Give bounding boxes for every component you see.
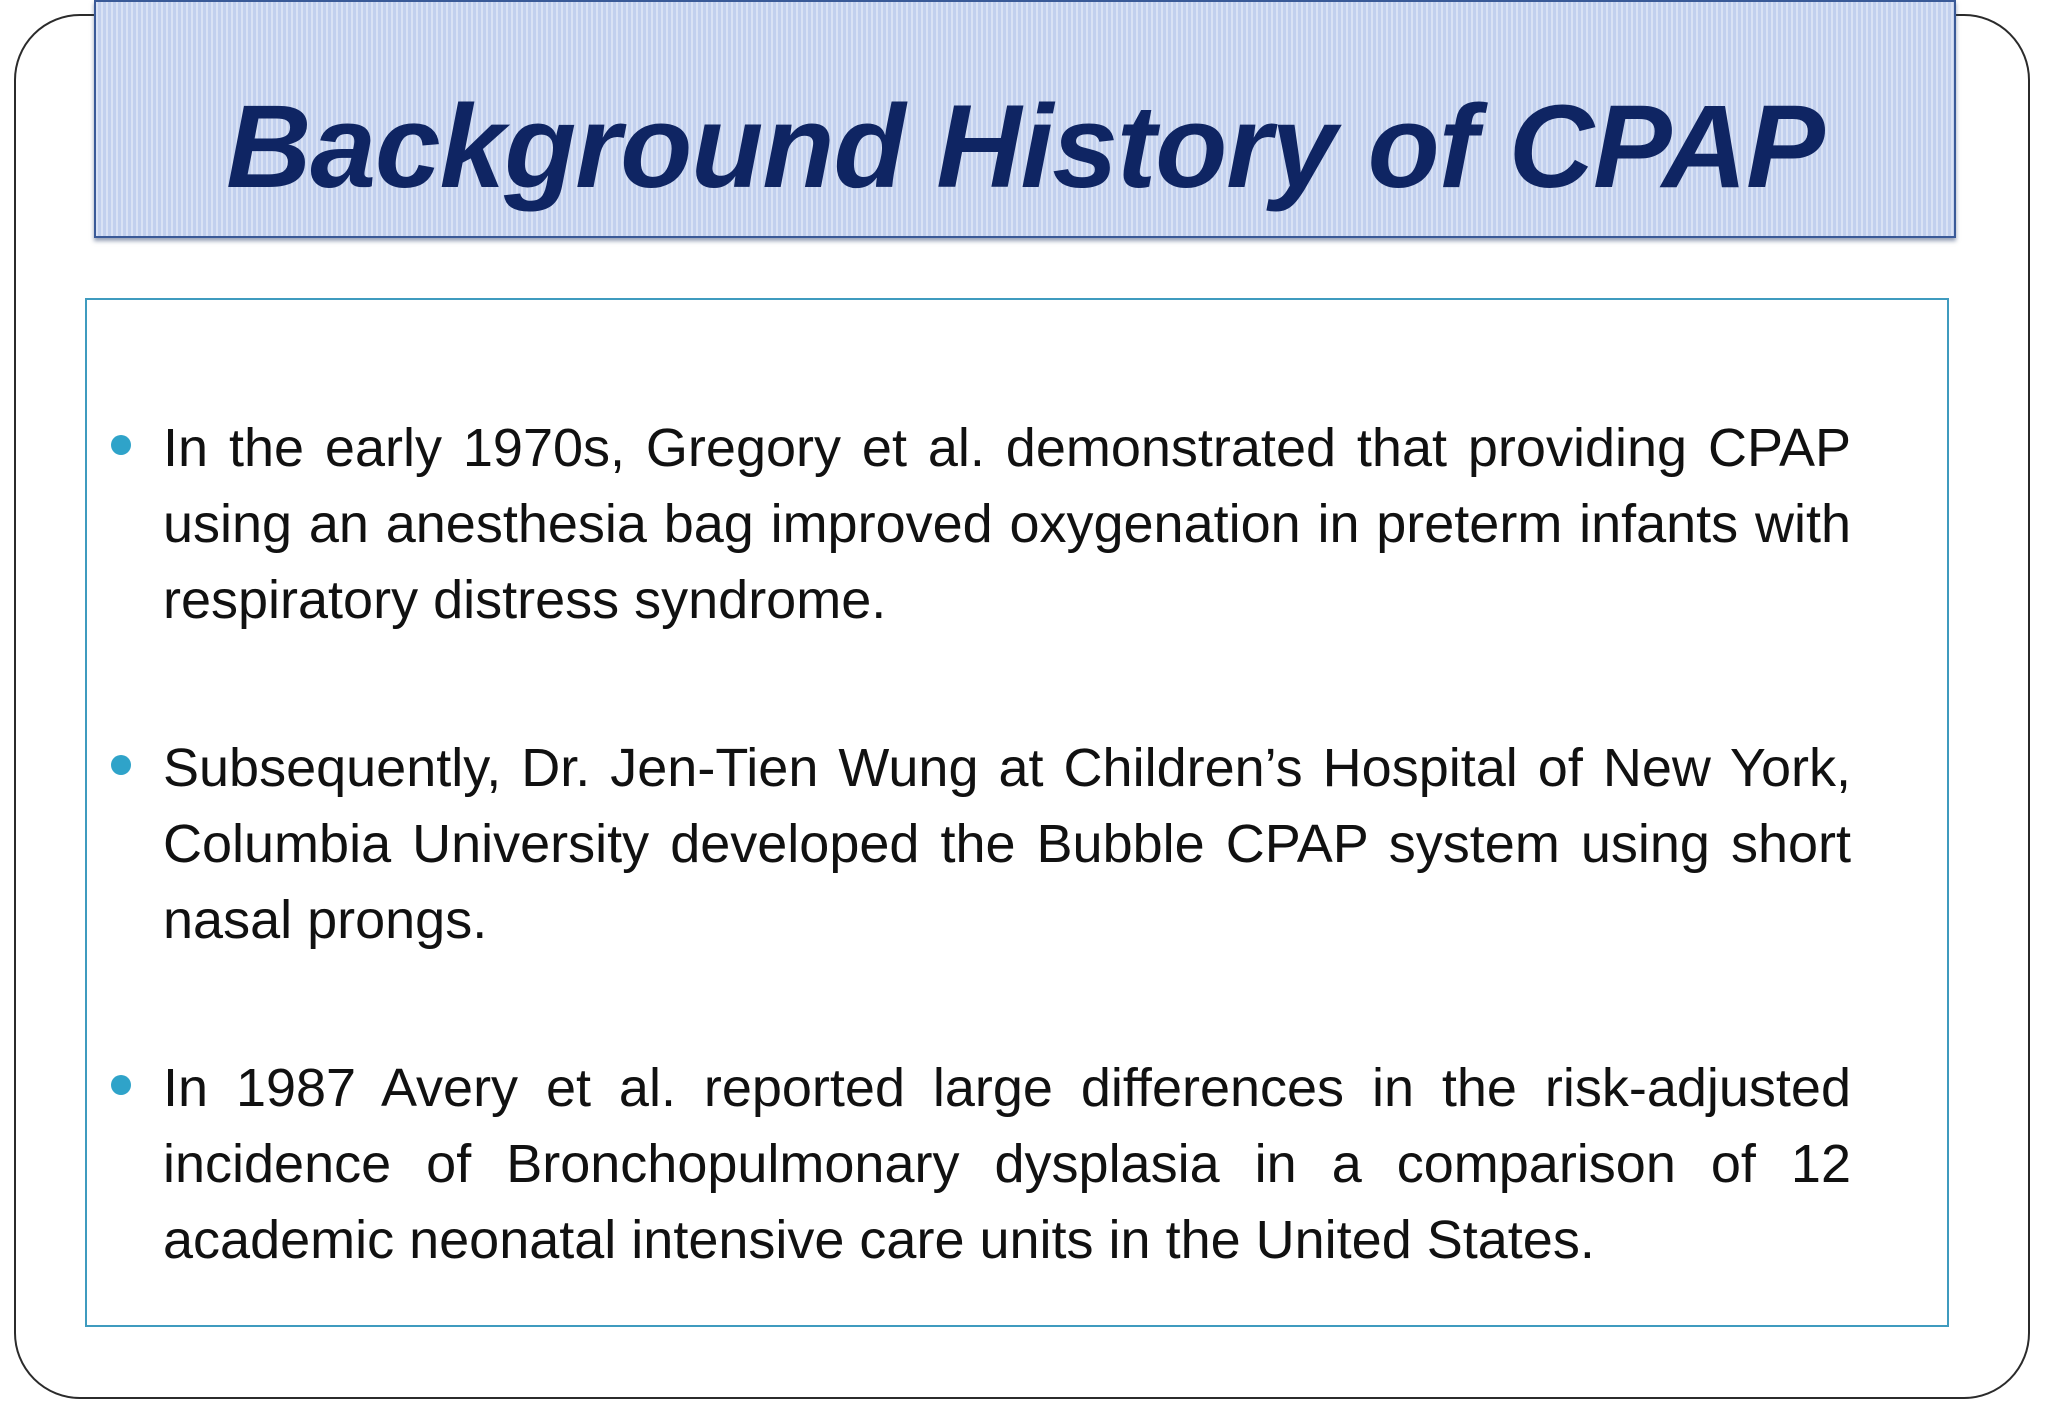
bullet-item (163, 730, 1851, 958)
slide-title: Background History of CPAP (226, 81, 1824, 213)
bullet-dot-icon (111, 1075, 131, 1095)
bullet-dot-icon (111, 755, 131, 775)
bullet-item (163, 1050, 1851, 1278)
bullet-text: In the early 1970s, Gregory et al. demonstrated that providing CPAP using an anesthesia bag improved oxygenation in preterm infants with respiratory distress syndrome. (163, 418, 1851, 630)
bullet-list (87, 300, 1947, 1325)
content-box (85, 298, 1949, 1327)
bullet-text: In 1987 Avery et al. reported large differences in the risk-adjusted incidence of Bronchopulmonary dysplasia in a comparison of 12 academic neonatal intensive care units in the United States. (163, 1058, 1851, 1270)
bullet-item (163, 410, 1851, 638)
bullet-dot-icon (111, 435, 131, 455)
title-banner (94, 0, 1956, 238)
bullet-text: Subsequently, Dr. Jen-Tien Wung at Children’s Hospital of New York, Columbia University developed the Bubble CPAP system using short nasal prongs. (163, 738, 1851, 950)
